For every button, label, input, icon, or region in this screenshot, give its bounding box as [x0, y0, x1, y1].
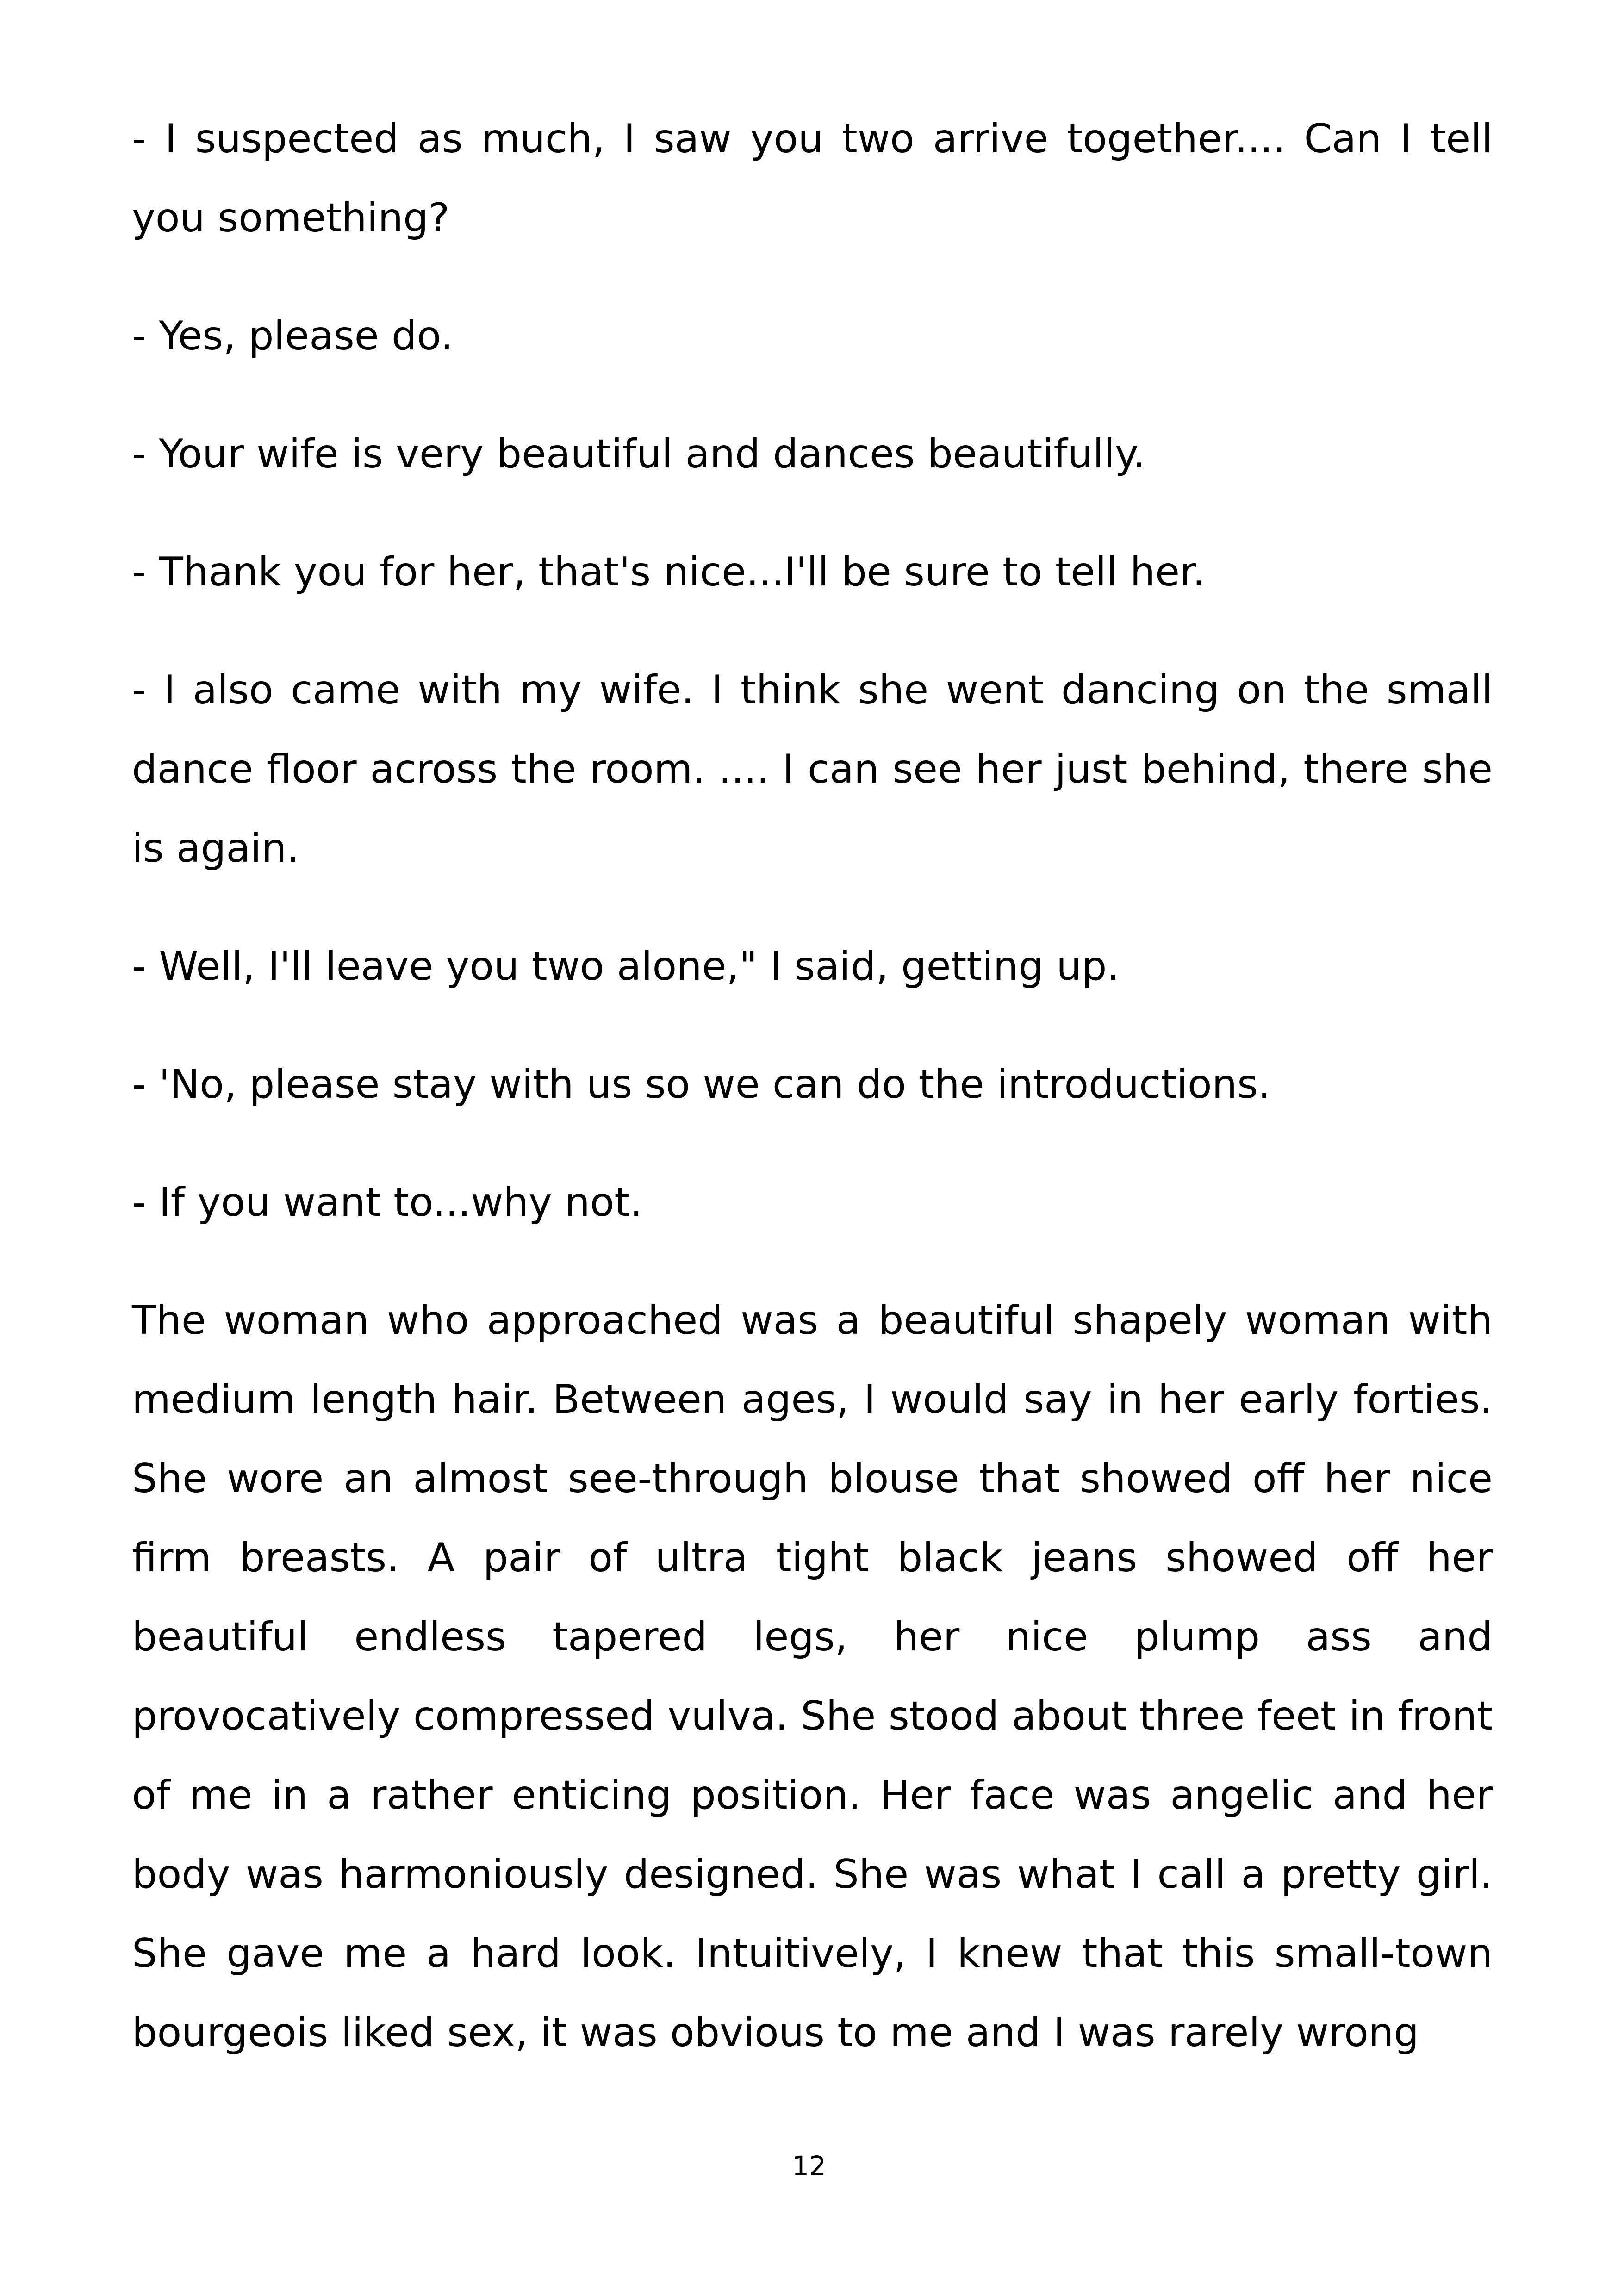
paragraph-4: - Thank you for her, that's nice...I'll be sure to tell her. — [132, 549, 1205, 595]
text-body — [132, 100, 1493, 2111]
paragraph-7: - 'No, please stay with us so we can do the introductions. — [132, 1061, 1271, 1108]
page-number: 12 — [792, 2150, 826, 2182]
paragraph-6: - Well, I'll leave you two alone," I said, getting up. — [132, 943, 1120, 989]
paragraph-1: - I suspected as much, I saw you two arrive together.... Can I tell you something? — [132, 116, 1493, 241]
paragraph-5: - I also came with my wife. I think she went dancing on the small dance floor across the room. .... I can see her just behind, there she is again. — [132, 667, 1493, 871]
paragraph-9: The woman who approached was a beautiful shapely woman with medium length hair. Between ages, I would say in her early forties. She wore an almost see-through blouse that showed off her nice firm breasts. A pair of ultra tight black jeans showed off her beautiful endless tapered legs, her nice plump ass and provocatively compressed vulva. She stood about three feet in front of me in a rather enticing position. Her face was angelic and her body was harmoniously designed. She was what I call a pretty girl. She gave me a hard look. Intuitively, I knew that this small-town bourgeois liked sex, it was obvious to me and I was rarely wrong — [132, 1297, 1493, 2056]
paragraph-3: - Your wife is very beautiful and dances beautifully. — [132, 431, 1145, 477]
paragraph-2: - Yes, please do. — [132, 313, 454, 359]
paragraph-8: - If you want to...why not. — [132, 1179, 643, 1226]
